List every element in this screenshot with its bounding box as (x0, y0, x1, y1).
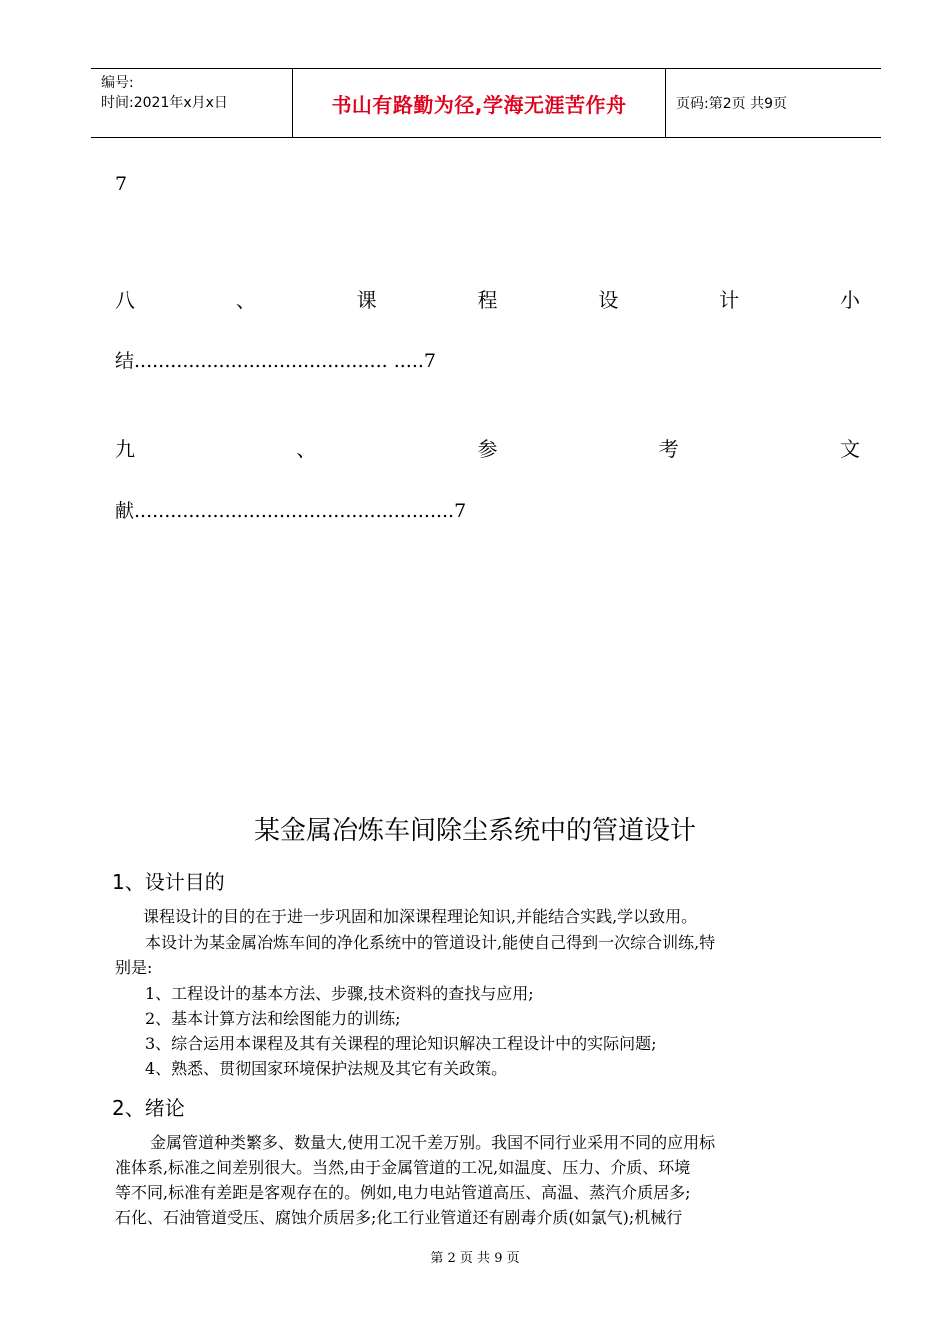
header-page-cell (666, 69, 881, 137)
toc-item-8-heading (115, 284, 860, 313)
toc-char: 、 (296, 437, 317, 461)
toc-char: 程 (477, 288, 498, 312)
section-1-paragraph-2-cont: 别是: (115, 958, 153, 977)
toc-char: 计 (719, 288, 740, 312)
section-2-line: 金属管道种类繁多、数量大,使用工况千差万别。我国不同行业采用不同的应用标 (150, 1133, 716, 1152)
toc-char: 文 (840, 437, 860, 461)
section-1-paragraph-1: 课程设计的目的在于进一步巩固和加深课程理论知识,并能结合实践,学以致用。 (143, 907, 698, 926)
header-table (91, 68, 881, 138)
toc-char: 小 (839, 288, 860, 312)
section-2-heading: 2、绪论 (112, 1096, 185, 1120)
section-1-list-item: 2、基本计算方法和绘图能力的训练; (145, 1009, 401, 1028)
section-1-list-item: 3、综合运用本课程及其有关课程的理论知识解决工程设计中的实际问题; (145, 1034, 657, 1053)
toc-char: 考 (658, 437, 679, 461)
toc-carry-over: 7 (115, 173, 128, 195)
toc-char: 设 (598, 288, 619, 312)
page-info: 页码:第2页 共9页 (676, 96, 787, 112)
toc-char: 、 (235, 288, 256, 312)
section-2-line: 石化、石油管道受压、腐蚀介质居多;化工行业管道还有剧毒介质(如氯气);机械行 (115, 1208, 683, 1227)
section-1-list-item: 1、工程设计的基本方法、步骤,技术资料的查找与应用; (145, 984, 534, 1003)
section-1-paragraph-2: 本设计为某金属冶炼车间的净化系统中的管道设计,能使自己得到一次综合训练,特 (145, 933, 716, 952)
toc-char: 参 (477, 437, 498, 461)
toc-item-9-tail: 献.....................................................7 (115, 500, 467, 522)
header-left-cell (91, 69, 293, 137)
header-motto-cell (293, 69, 666, 137)
toc-item-9-heading (115, 433, 860, 462)
time-label: 时间:2021年x月x日 (101, 95, 228, 111)
motto: 书山有路勤为径,学海无涯苦作舟 (331, 92, 627, 117)
page-footer: 第 2 页 共 9 页 (430, 1251, 520, 1266)
section-1-heading: 1、设计目的 (112, 870, 225, 894)
toc-char: 课 (356, 288, 377, 312)
toc-item-8-tail: 结.......................................... .....7 (115, 350, 436, 372)
section-2-line: 准体系,标准之间差别很大。当然,由于金属管道的工况,如温度、压力、介质、环境 (115, 1158, 691, 1177)
section-1-list-item: 4、熟悉、贯彻国家环境保护法规及其它有关政策。 (145, 1059, 508, 1078)
toc-char: 九 (115, 437, 135, 461)
section-2-line: 等不同,标准有差距是客观存在的。例如,电力电站管道高压、高温、蒸汽介质居多; (115, 1183, 691, 1202)
serial-label: 编号: (101, 75, 134, 91)
toc-char: 八 (115, 288, 135, 312)
article-title: 某金属冶炼车间除尘系统中的管道设计 (253, 816, 696, 846)
